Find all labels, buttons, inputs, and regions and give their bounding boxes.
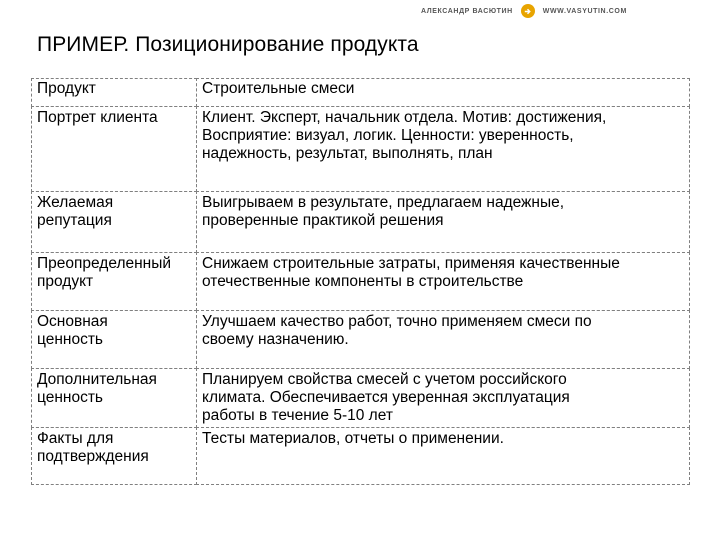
value-line: Восприятие: визуал, логик. Ценности: уверенность, [202, 127, 574, 144]
row-label-predefined-product [31, 252, 197, 311]
row-value-predefined-product [196, 252, 690, 311]
label-line: Основная [37, 313, 108, 330]
value-line: климата. Обеспечивается уверенная эксплуатация [202, 389, 570, 406]
value-line: Выигрываем в результате, предлагаем надежные, [202, 194, 565, 211]
row-value-desired-reputation [196, 191, 690, 253]
row-label-additional-value [31, 368, 197, 428]
value-line: проверенные практикой решения [202, 212, 444, 229]
label-line: Портрет клиента [37, 109, 158, 126]
label-line: репутация [37, 212, 112, 229]
row-value-core-value [196, 310, 690, 369]
row-value-supporting-facts [196, 427, 690, 485]
page-title: ПРИМЕР. Позиционирование продукта [37, 33, 419, 56]
row-label-core-value [31, 310, 197, 369]
value-line: работы в течение 5-10 лет [202, 407, 393, 424]
label-line: Преопределенный [37, 255, 172, 272]
value-line: Улучшаем качество работ, точно применяем смеси по [202, 313, 592, 330]
label-line: ценность [37, 389, 103, 406]
row-label-supporting-facts [31, 427, 197, 485]
value-line: своему назначению. [202, 331, 349, 348]
circle-arrow-icon [521, 4, 535, 18]
brand-site: WWW.VASYUTIN.COM [542, 7, 627, 15]
row-label-desired-reputation [31, 191, 197, 253]
label-line: продукт [37, 273, 94, 290]
row-label-client-portrait [31, 106, 197, 192]
label-line: ценность [37, 331, 103, 348]
value-line: Планируем свойства смесей с учетом российского [202, 371, 567, 388]
value-line: Тесты материалов, отчеты о применении. [202, 430, 504, 447]
arrow-icon [523, 7, 532, 16]
label-line: подтверждения [37, 448, 149, 465]
row-value-client-portrait [196, 106, 690, 192]
brand-header [421, 4, 627, 18]
value-line: отечественные компоненты в строительстве [202, 273, 524, 290]
table-header-label: Продукт [31, 78, 197, 107]
label-line: Желаемая [37, 194, 114, 211]
label-line: Факты для [37, 430, 114, 447]
brand-author: АЛЕКСАНДР ВАСЮТИН [421, 7, 513, 15]
table-header-value: Строительные смеси [196, 78, 690, 107]
value-line: Снижаем строительные затраты, применяя качественные [202, 255, 620, 272]
positioning-table [31, 78, 690, 485]
value-line: Клиент. Эксперт, начальник отдела. Мотив: достижения, [202, 109, 607, 126]
label-line: Дополнительная [37, 371, 157, 388]
row-value-additional-value [196, 368, 690, 428]
value-line: надежность, результат, выполнять, план [202, 145, 493, 162]
